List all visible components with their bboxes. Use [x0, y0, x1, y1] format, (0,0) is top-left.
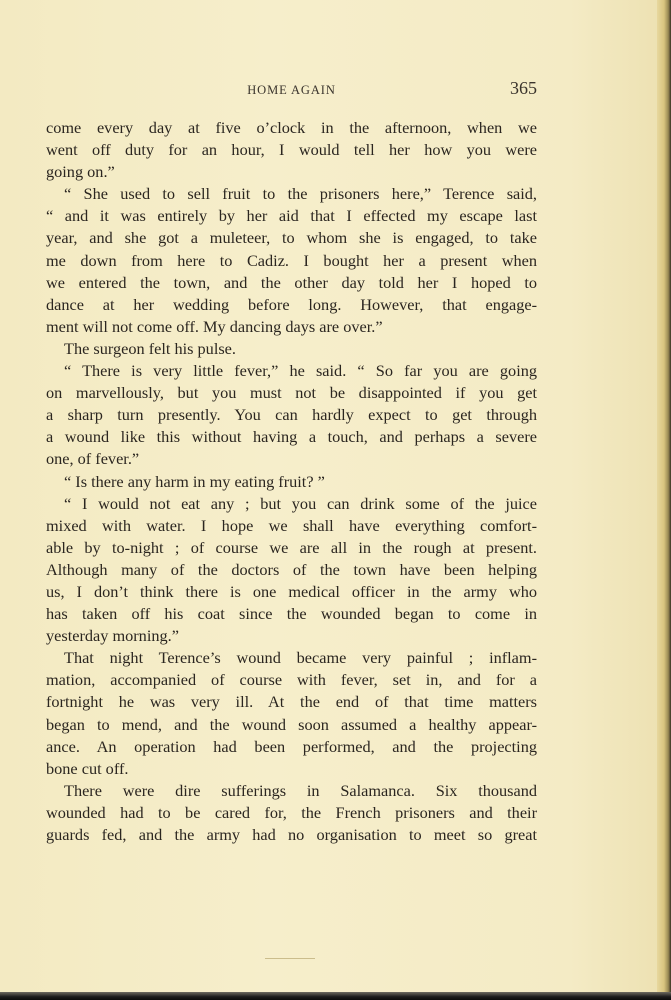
text-line: me down from here to Cadiz. I bought her a present when: [46, 250, 537, 270]
text-line: fortnight he was very ill. At the end of that time matters: [46, 692, 537, 712]
text-line: went off duty for an hour, I would tell her how you were: [46, 140, 537, 160]
text-line: going on.”: [46, 162, 115, 182]
text-line: “ Is there any harm in my eating fruit? ”: [64, 471, 325, 491]
running-head: [46, 80, 537, 102]
footer-rule: [265, 958, 315, 959]
text-line: began to mend, and the wound soon assumed a healthy appear-: [46, 714, 537, 734]
text-line: That night Terence’s wound became very painful ; inflam-: [64, 648, 537, 668]
text-line: guards fed, and the army had no organisation to meet so great: [46, 825, 537, 844]
text-line: dance at her wedding before long. However, that engage-: [46, 294, 537, 314]
text-line: able by to-night ; of course we are all in the rough at present.: [46, 537, 537, 557]
text-line: “ She used to sell fruit to the prisoners here,” Terence said,: [64, 184, 537, 204]
text-line: we entered the town, and the other day told her I hoped to: [46, 272, 537, 292]
text-line: us, I don’t think there is one medical officer in the army who: [46, 581, 537, 601]
page-edge-shadow: [657, 0, 671, 1000]
text-line: mixed with water. I hope we shall have everything comfort-: [46, 515, 537, 535]
text-line: mation, accompanied of course with fever, set in, and for a: [46, 670, 537, 690]
text-line: “ and it was entirely by her aid that I effected my escape last: [46, 206, 537, 226]
text-line: “ There is very little fever,” he said. “ So far you are going: [64, 361, 537, 381]
text-line: year, and she got a muleteer, to whom she is engaged, to take: [46, 228, 537, 248]
page-number: 365: [510, 78, 537, 98]
body-text: [46, 117, 537, 846]
text-line: yesterday morning.”: [46, 626, 179, 646]
text-line: “ I would not eat any ; but you can drink some of the juice: [64, 493, 537, 513]
text-line: a wound like this without having a touch, and perhaps a severe: [46, 427, 537, 447]
page-bottom-edge: [0, 992, 671, 1000]
text-line: ment will not come off. My dancing days are over.”: [46, 316, 383, 336]
running-title: HOME AGAIN: [247, 83, 336, 97]
text-line: There were dire sufferings in Salamanca. Six thousand: [64, 780, 537, 800]
text-line: ance. An operation had been performed, and the projecting: [46, 736, 537, 756]
text-line: a sharp turn presently. You can hardly expect to get through: [46, 405, 537, 425]
text-line: The surgeon felt his pulse.: [64, 338, 236, 358]
text-line: bone cut off.: [46, 758, 129, 778]
text-line: has taken off his coat since the wounded began to come in: [46, 604, 537, 624]
text-line: Although many of the doctors of the town have been helping: [46, 559, 537, 579]
text-line: come every day at five o’clock in the afternoon, when we: [46, 118, 537, 137]
text-line: wounded had to be cared for, the French prisoners and their: [46, 802, 537, 822]
text-line: one, of fever.”: [46, 449, 140, 469]
text-line: on marvellously, but you must not be disappointed if you get: [46, 383, 537, 403]
